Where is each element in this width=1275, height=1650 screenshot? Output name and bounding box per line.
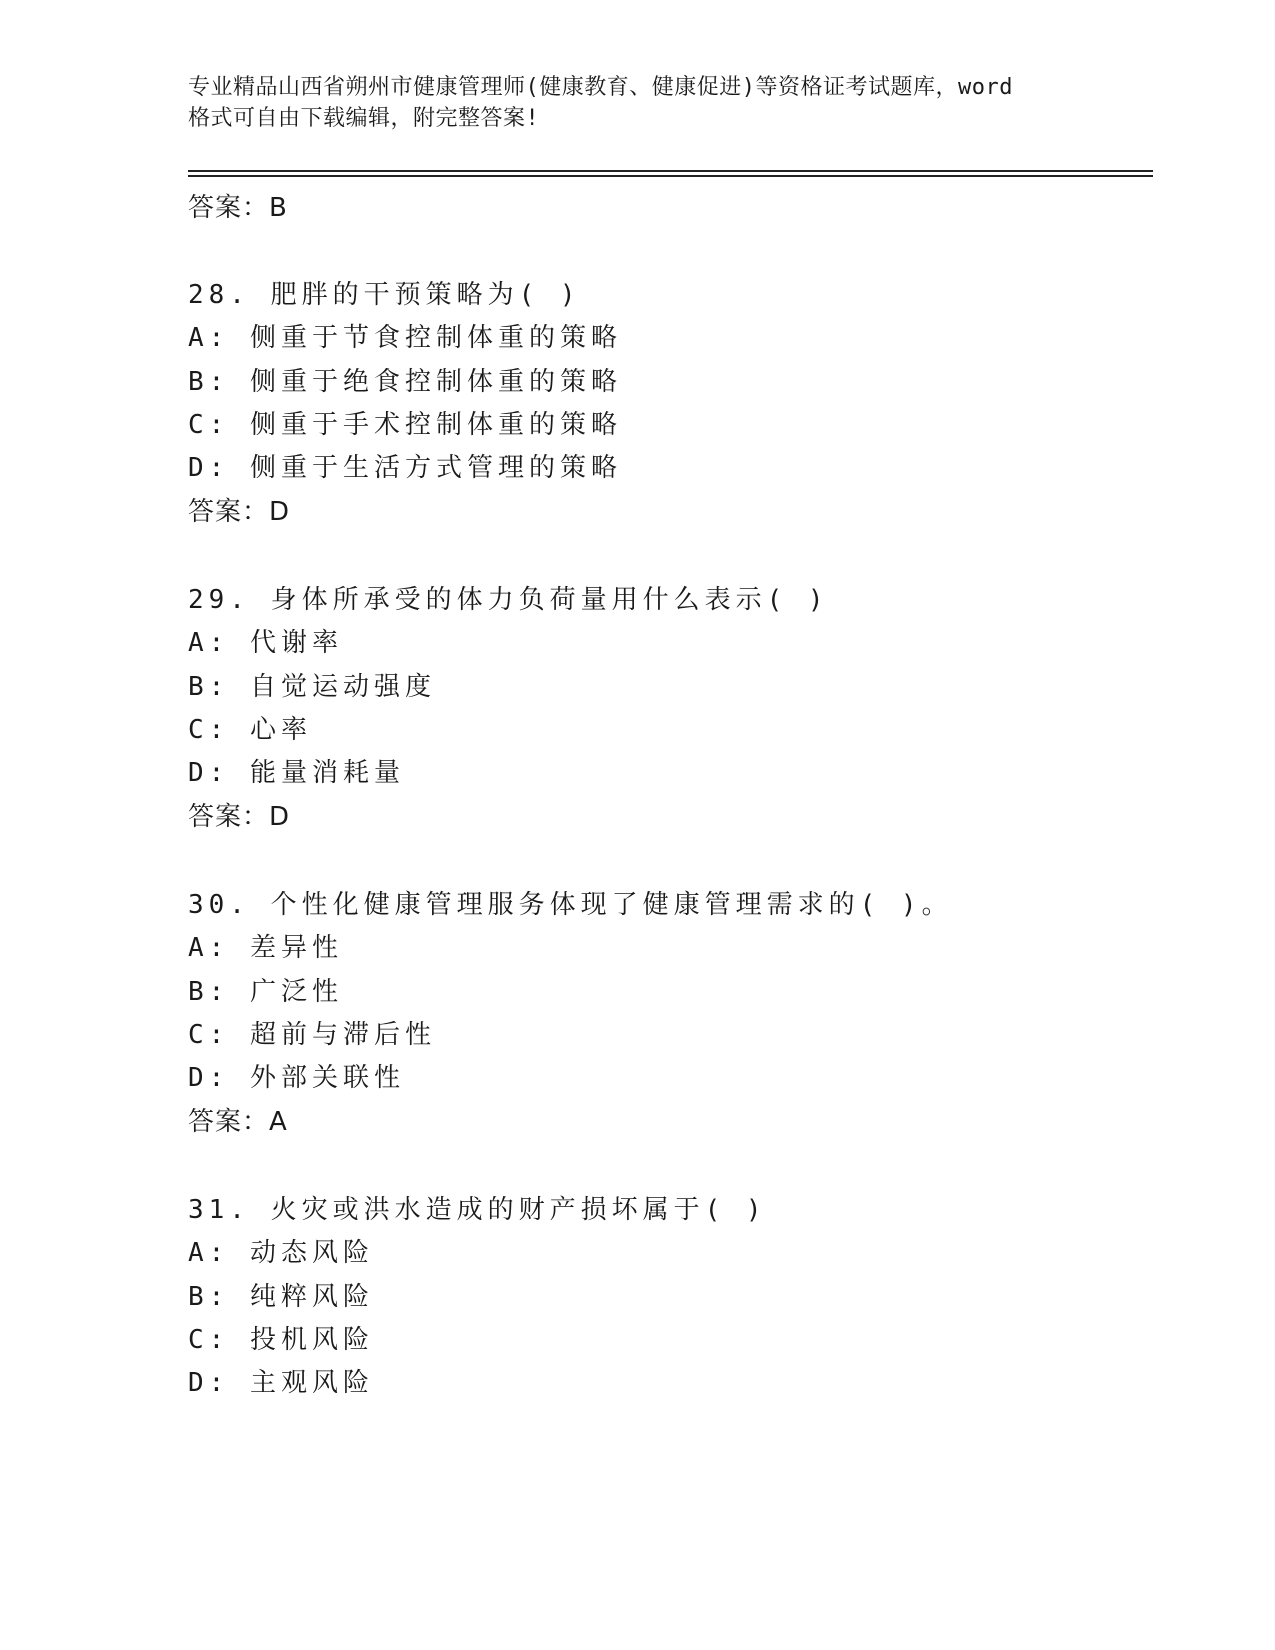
question-28-option-c: C: 侧重于手术控制体重的策略 bbox=[188, 410, 622, 440]
question-30-option-a: A: 差异性 bbox=[188, 933, 343, 963]
document-header-line-1: 专业精品山西省朔州市健康管理师(健康教育、健康促进)等资格证考试题库，word bbox=[188, 75, 1013, 100]
question-30-option-c: C: 超前与滞后性 bbox=[188, 1020, 436, 1050]
question-31-stem: 31. 火灾或洪水造成的财产损坏属于( ) bbox=[188, 1195, 767, 1225]
question-29-option-d: D: 能量消耗量 bbox=[188, 758, 405, 788]
question-30-answer: 答案：A bbox=[188, 1107, 288, 1137]
question-30-stem: 30. 个性化健康管理服务体现了健康管理需求的( )。 bbox=[188, 890, 953, 920]
question-30-option-d: D: 外部关联性 bbox=[188, 1063, 405, 1093]
question-31-option-d: D: 主观风险 bbox=[188, 1368, 374, 1398]
header-divider-top bbox=[188, 170, 1153, 172]
question-31-option-c: C: 投机风险 bbox=[188, 1325, 374, 1355]
header-divider-bottom bbox=[188, 175, 1153, 177]
question-31-option-b: B: 纯粹风险 bbox=[188, 1282, 374, 1312]
question-28-option-d: D: 侧重于生活方式管理的策略 bbox=[188, 453, 622, 483]
question-28-option-a: A: 侧重于节食控制体重的策略 bbox=[188, 323, 622, 353]
question-28-stem: 28. 肥胖的干预策略为( ) bbox=[188, 280, 581, 310]
question-29-option-b: B: 自觉运动强度 bbox=[188, 672, 436, 702]
previous-answer: 答案：B bbox=[188, 193, 288, 223]
question-28-answer: 答案：D bbox=[188, 497, 291, 527]
question-29-answer: 答案：D bbox=[188, 802, 291, 832]
question-29-option-c: C: 心率 bbox=[188, 715, 312, 745]
question-30-option-b: B: 广泛性 bbox=[188, 977, 343, 1007]
question-29-option-a: A: 代谢率 bbox=[188, 628, 343, 658]
question-28-option-b: B: 侧重于绝食控制体重的策略 bbox=[188, 367, 622, 397]
question-31-option-a: A: 动态风险 bbox=[188, 1238, 374, 1268]
document-header-line-2: 格式可自由下载编辑，附完整答案! bbox=[188, 106, 540, 131]
question-29-stem: 29. 身体所承受的体力负荷量用什么表示( ) bbox=[188, 585, 829, 615]
